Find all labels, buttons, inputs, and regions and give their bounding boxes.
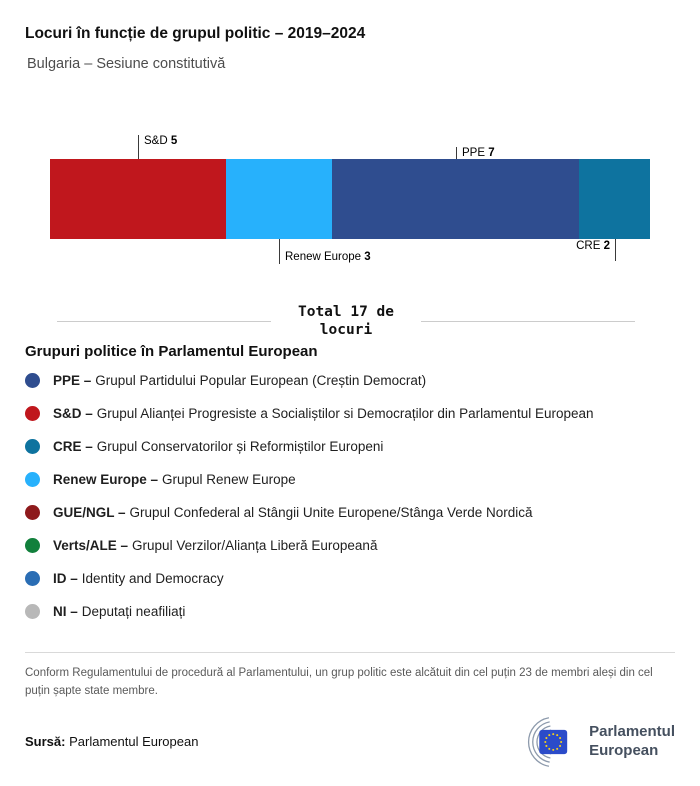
bar-label-text: Renew Europe 3 — [285, 250, 371, 263]
legend-heading: Grupuri politice în Parlamentul European — [25, 343, 318, 361]
group-name: Deputați neafiliați — [81, 604, 186, 620]
bar-segment-ppe[interactable] — [332, 159, 579, 239]
group-name: Grupul Confederal al Stângii Unite Europene/Stânga Verde Nordică — [129, 505, 533, 521]
group-abbr: ID – — [53, 571, 78, 587]
bar-label-text: CRE 2 — [576, 240, 610, 252]
legend-item-id — [25, 562, 675, 595]
bar-label-text: S&D 5 — [144, 135, 178, 147]
source-label: Sursă: — [25, 734, 66, 750]
group-color-dot — [25, 406, 40, 421]
group-name: Grupul Partidului Popular European (Creștin Democrat) — [95, 373, 427, 389]
bar-label-renew-europe — [279, 239, 371, 264]
total-seats-row — [57, 303, 635, 339]
group-name: Identity and Democracy — [81, 571, 224, 587]
callout-line — [138, 135, 139, 159]
seats-bar-chart — [50, 129, 650, 269]
legend-item-gue-ngl — [25, 496, 675, 529]
divider-line-right — [421, 321, 635, 322]
group-abbr: PPE – — [53, 373, 92, 389]
group-abbr: S&D – — [53, 406, 93, 422]
callout-line — [456, 147, 457, 159]
page-title: Locuri în funcție de grupul politic – 2019–2024 — [25, 25, 366, 42]
group-name: Grupul Renew Europe — [162, 472, 296, 488]
group-name: Grupul Verzilor/Alianța Liberă Europeană — [132, 538, 378, 554]
source-line — [25, 734, 198, 749]
footer-note: Conform Regulamentului de procedură al Parlamentului, un grup politic este alcătuit din cel puțin 23 de membri aleși din cel puțin șapte state membre. — [25, 667, 653, 697]
logo-text-line1: Parlamentul — [589, 723, 675, 740]
legend-item-renew-europe — [25, 463, 675, 496]
legend-item-cre — [25, 430, 675, 463]
page-subtitle: Bulgaria – Sesiune constitutivă — [27, 56, 226, 72]
bar-label-text: PPE 7 — [462, 147, 495, 159]
group-color-dot — [25, 571, 40, 586]
group-abbr: Verts/ALE – — [53, 538, 129, 554]
group-abbr: NI – — [53, 604, 78, 620]
footer-divider — [25, 652, 675, 653]
callout-line — [279, 239, 280, 264]
stacked-bar — [50, 159, 650, 239]
source-value: Parlamentul European — [69, 734, 199, 750]
logo-wordmark — [589, 723, 675, 761]
european-parliament-logo — [503, 714, 675, 770]
legend-item-ni — [25, 595, 675, 628]
group-color-dot — [25, 472, 40, 487]
divider-line-left — [57, 321, 271, 322]
group-color-dot — [25, 439, 40, 454]
ep-hemicycle-flag-icon — [503, 714, 583, 770]
bar-segment-renew-europe[interactable] — [226, 159, 332, 239]
bar-label-cre — [576, 239, 616, 261]
group-abbr: CRE – — [53, 439, 93, 455]
group-color-dot — [25, 373, 40, 388]
bar-segment-sd[interactable] — [50, 159, 226, 239]
bar-label-sd — [138, 135, 177, 159]
group-abbr: Renew Europe – — [53, 472, 159, 488]
total-seats-label: Total 17 de locuri — [297, 304, 395, 339]
callout-line — [615, 239, 616, 261]
legend-item-verts-ale — [25, 529, 675, 562]
group-color-dot — [25, 538, 40, 553]
group-color-dot — [25, 604, 40, 619]
legend — [25, 364, 675, 628]
group-name: Grupul Alianței Progresiste a Socialiștilor si Democraților din Parlamentul European — [96, 406, 594, 422]
legend-item-ppe — [25, 364, 675, 397]
bar-segment-cre[interactable] — [579, 159, 650, 239]
legend-item-sd — [25, 397, 675, 430]
group-name: Grupul Conservatorilor și Reformiștilor Europeni — [96, 439, 384, 455]
footer-bottom-row — [25, 714, 675, 770]
logo-text-line2: European — [589, 741, 659, 759]
group-abbr: GUE/NGL – — [53, 505, 126, 521]
group-color-dot — [25, 505, 40, 520]
